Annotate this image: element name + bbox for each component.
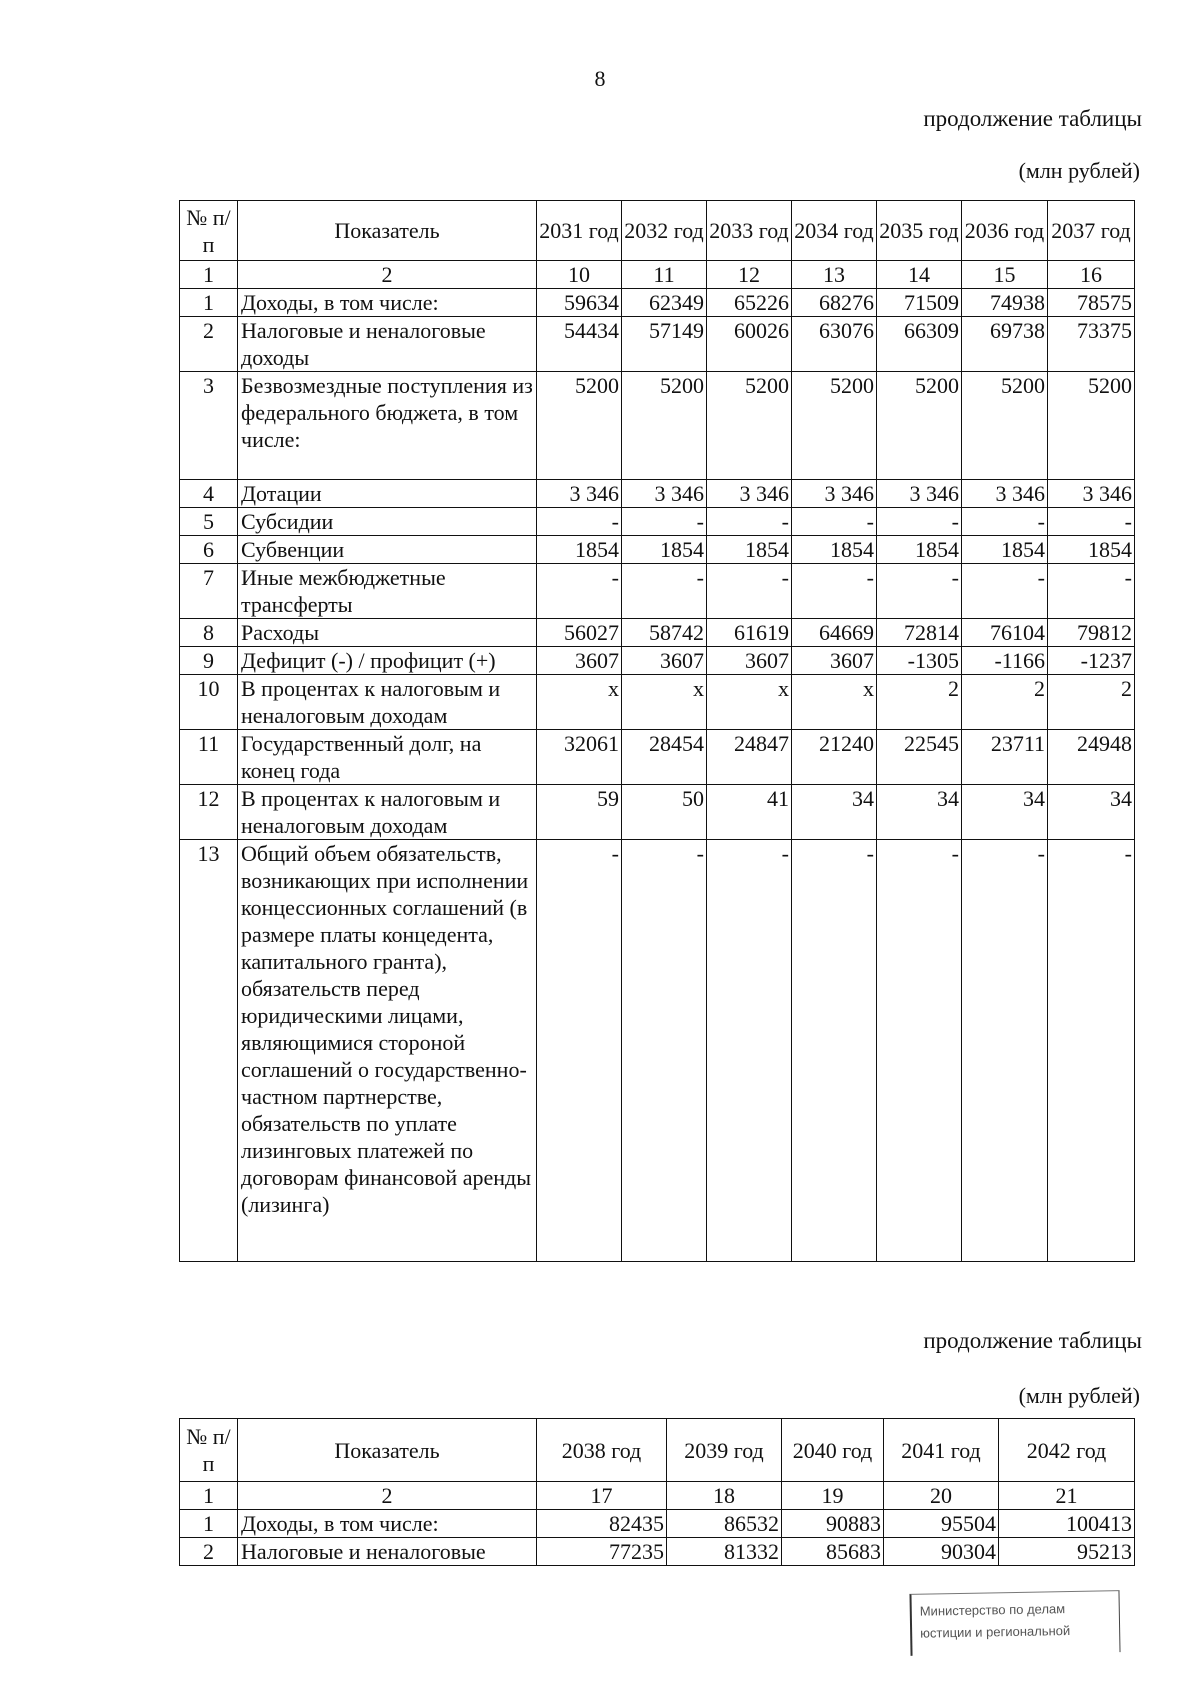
row-number: 6 <box>180 536 238 564</box>
header-year: 2038 год <box>537 1419 667 1482</box>
table-row <box>180 536 1135 564</box>
value-cell: - <box>962 564 1048 619</box>
header-year: 2033 год <box>707 201 792 261</box>
column-number: 10 <box>537 261 622 289</box>
value-cell: 58742 <box>622 619 707 647</box>
row-number: 1 <box>180 1510 238 1538</box>
value-cell: 3607 <box>622 647 707 675</box>
value-cell: 86532 <box>667 1510 782 1538</box>
value-cell: 61619 <box>707 619 792 647</box>
row-number: 8 <box>180 619 238 647</box>
value-cell: - <box>877 508 962 536</box>
value-cell: - <box>792 508 877 536</box>
row-number: 1 <box>180 289 238 317</box>
table2-units: (млн рублей) <box>1018 1383 1140 1408</box>
value-cell: - <box>792 840 877 1262</box>
row-label: Субсидии <box>238 508 537 536</box>
row-number: 11 <box>180 730 238 785</box>
row-label: Доходы, в том числе: <box>238 289 537 317</box>
budget-table-2031-2037 <box>179 200 1135 1262</box>
value-cell: 69738 <box>962 317 1048 372</box>
value-cell: 3 346 <box>622 480 707 508</box>
column-number: 20 <box>884 1482 999 1510</box>
table-row <box>180 785 1135 840</box>
value-cell: 62349 <box>622 289 707 317</box>
row-label: Доходы, в том числе: <box>238 1510 537 1538</box>
value-cell: 34 <box>962 785 1048 840</box>
value-cell: 3 346 <box>1048 480 1135 508</box>
column-number: 18 <box>667 1482 782 1510</box>
value-cell: 5200 <box>1048 372 1135 480</box>
table-row <box>180 372 1135 480</box>
value-cell: 90304 <box>884 1538 999 1566</box>
value-cell: 77235 <box>537 1538 667 1566</box>
value-cell: 56027 <box>537 619 622 647</box>
value-cell: - <box>622 508 707 536</box>
value-cell: 79812 <box>1048 619 1135 647</box>
value-cell: - <box>537 508 622 536</box>
value-cell: 32061 <box>537 730 622 785</box>
budget-table-2038-2042 <box>179 1418 1135 1566</box>
table-row <box>180 1538 1135 1566</box>
value-cell: 1854 <box>1048 536 1135 564</box>
header-year: 2041 год <box>884 1419 999 1482</box>
value-cell: 100413 <box>999 1510 1135 1538</box>
value-cell: 71509 <box>877 289 962 317</box>
value-cell: 50 <box>622 785 707 840</box>
value-cell: х <box>622 675 707 730</box>
header-num: № п/п <box>180 201 238 261</box>
header-year: 2037 год <box>1048 201 1135 261</box>
value-cell: 2 <box>1048 675 1135 730</box>
value-cell: 3607 <box>537 647 622 675</box>
value-cell: 5200 <box>877 372 962 480</box>
value-cell: 60026 <box>707 317 792 372</box>
value-cell: - <box>962 508 1048 536</box>
row-number: 4 <box>180 480 238 508</box>
table-row <box>180 730 1135 785</box>
row-label: Государственный долг, на конец года <box>238 730 537 785</box>
row-number: 13 <box>180 840 238 1262</box>
row-number: 2 <box>180 317 238 372</box>
page-number: 8 <box>594 66 606 91</box>
table-row <box>180 840 1135 1262</box>
value-cell: - <box>537 840 622 1262</box>
value-cell: 85683 <box>782 1538 884 1566</box>
value-cell: 81332 <box>667 1538 782 1566</box>
table-row <box>180 289 1135 317</box>
column-number: 12 <box>707 261 792 289</box>
column-number: 1 <box>180 261 238 289</box>
stamp-line-2: юстиции и региональной <box>920 1623 1071 1641</box>
header-indicator: Показатель <box>238 201 537 261</box>
column-number: 16 <box>1048 261 1135 289</box>
row-label: Безвозмездные поступления из федерального бюджета, в том числе: <box>238 372 537 480</box>
header-row <box>180 201 1135 261</box>
value-cell: 3 346 <box>792 480 877 508</box>
value-cell: 95504 <box>884 1510 999 1538</box>
header-year: 2039 год <box>667 1419 782 1482</box>
value-cell: - <box>1048 840 1135 1262</box>
row-label: Налоговые и неналоговые <box>238 1538 537 1566</box>
value-cell: -1237 <box>1048 647 1135 675</box>
value-cell: х <box>707 675 792 730</box>
header-year: 2042 год <box>999 1419 1135 1482</box>
value-cell: - <box>537 564 622 619</box>
value-cell: 66309 <box>877 317 962 372</box>
value-cell: 3 346 <box>962 480 1048 508</box>
value-cell: 59634 <box>537 289 622 317</box>
value-cell: -1166 <box>962 647 1048 675</box>
value-cell: 2 <box>962 675 1048 730</box>
table-row <box>180 508 1135 536</box>
row-number: 12 <box>180 785 238 840</box>
column-number: 14 <box>877 261 962 289</box>
value-cell: 54434 <box>537 317 622 372</box>
value-cell: 24948 <box>1048 730 1135 785</box>
header-indicator: Показатель <box>238 1419 537 1482</box>
value-cell: 24847 <box>707 730 792 785</box>
value-cell: - <box>877 564 962 619</box>
value-cell: 3607 <box>792 647 877 675</box>
row-number: 10 <box>180 675 238 730</box>
value-cell: 74938 <box>962 289 1048 317</box>
value-cell: 5200 <box>622 372 707 480</box>
column-number: 17 <box>537 1482 667 1510</box>
column-number: 2 <box>238 1482 537 1510</box>
value-cell: - <box>622 564 707 619</box>
row-number: 2 <box>180 1538 238 1566</box>
value-cell: 34 <box>877 785 962 840</box>
value-cell: 2 <box>877 675 962 730</box>
value-cell: - <box>1048 508 1135 536</box>
value-cell: - <box>707 564 792 619</box>
value-cell: 21240 <box>792 730 877 785</box>
header-year: 2031 год <box>537 201 622 261</box>
row-label: Налоговые и неналоговые доходы <box>238 317 537 372</box>
column-number-row <box>180 261 1135 289</box>
value-cell: 5200 <box>962 372 1048 480</box>
table-row <box>180 675 1135 730</box>
value-cell: 64669 <box>792 619 877 647</box>
header-year: 2040 год <box>782 1419 884 1482</box>
value-cell: 3 346 <box>707 480 792 508</box>
value-cell: 78575 <box>1048 289 1135 317</box>
value-cell: 23711 <box>962 730 1048 785</box>
table-row <box>180 647 1135 675</box>
column-number: 13 <box>792 261 877 289</box>
table-row <box>180 1510 1135 1538</box>
table-row <box>180 564 1135 619</box>
table2-continuation-caption: продолжение таблицы <box>923 1328 1142 1353</box>
value-cell: 28454 <box>622 730 707 785</box>
row-number: 9 <box>180 647 238 675</box>
row-label: Дотации <box>238 480 537 508</box>
table-row <box>180 480 1135 508</box>
value-cell: 34 <box>1048 785 1135 840</box>
value-cell: 76104 <box>962 619 1048 647</box>
value-cell: х <box>537 675 622 730</box>
column-number: 15 <box>962 261 1048 289</box>
value-cell: х <box>792 675 877 730</box>
row-label: Общий объем обязательств, возникающих при исполнении концессионных соглашений (в размере платы концедента, капитального гранта), обязательств перед юридическими лицами, являющимися стороной соглашений о государственно-частном партнерстве, обязательств по уплате лизинговых платежей по договорам финансовой аренды (лизинга) <box>238 840 537 1262</box>
value-cell: 90883 <box>782 1510 884 1538</box>
value-cell: 22545 <box>877 730 962 785</box>
value-cell: 1854 <box>792 536 877 564</box>
value-cell: 59 <box>537 785 622 840</box>
row-number: 5 <box>180 508 238 536</box>
header-num: № п/п <box>180 1419 238 1482</box>
value-cell: 5200 <box>707 372 792 480</box>
value-cell: 34 <box>792 785 877 840</box>
column-number: 21 <box>999 1482 1135 1510</box>
value-cell: 1854 <box>962 536 1048 564</box>
row-label: В процентах к налоговым и неналоговым доходам <box>238 675 537 730</box>
value-cell: 63076 <box>792 317 877 372</box>
column-number-row <box>180 1482 1135 1510</box>
column-number: 1 <box>180 1482 238 1510</box>
value-cell: 65226 <box>707 289 792 317</box>
value-cell: 72814 <box>877 619 962 647</box>
value-cell: -1305 <box>877 647 962 675</box>
value-cell: 1854 <box>622 536 707 564</box>
value-cell: - <box>962 840 1048 1262</box>
column-number: 19 <box>782 1482 884 1510</box>
value-cell: 3 346 <box>877 480 962 508</box>
value-cell: - <box>1048 564 1135 619</box>
header-year: 2034 год <box>792 201 877 261</box>
value-cell: 1854 <box>707 536 792 564</box>
column-number: 2 <box>238 261 537 289</box>
header-year: 2036 год <box>962 201 1048 261</box>
table1-continuation-caption: продолжение таблицы <box>923 106 1142 131</box>
value-cell: 1854 <box>537 536 622 564</box>
header-year: 2035 год <box>877 201 962 261</box>
column-number: 11 <box>622 261 707 289</box>
value-cell: 5200 <box>792 372 877 480</box>
value-cell: 73375 <box>1048 317 1135 372</box>
row-number: 3 <box>180 372 238 480</box>
table-row <box>180 619 1135 647</box>
value-cell: - <box>792 564 877 619</box>
value-cell: - <box>707 508 792 536</box>
row-label: Субвенции <box>238 536 537 564</box>
value-cell: 57149 <box>622 317 707 372</box>
row-label: В процентах к налоговым и неналоговым доходам <box>238 785 537 840</box>
value-cell: - <box>877 840 962 1262</box>
table-row <box>180 317 1135 372</box>
row-label: Дефицит (-) / профицит (+) <box>238 647 537 675</box>
value-cell: 41 <box>707 785 792 840</box>
header-year: 2032 год <box>622 201 707 261</box>
value-cell: 3 346 <box>537 480 622 508</box>
value-cell: 1854 <box>877 536 962 564</box>
table1-units: (млн рублей) <box>1018 158 1140 183</box>
row-number: 7 <box>180 564 238 619</box>
value-cell: 82435 <box>537 1510 667 1538</box>
value-cell: 95213 <box>999 1538 1135 1566</box>
value-cell: - <box>622 840 707 1262</box>
value-cell: 3607 <box>707 647 792 675</box>
ministry-stamp <box>909 1590 1120 1656</box>
stamp-line-1: Министерство по делам <box>919 1601 1066 1619</box>
value-cell: - <box>707 840 792 1262</box>
row-label: Расходы <box>238 619 537 647</box>
value-cell: 5200 <box>537 372 622 480</box>
value-cell: 68276 <box>792 289 877 317</box>
row-label: Иные межбюджетные трансферты <box>238 564 537 619</box>
header-row <box>180 1419 1135 1482</box>
